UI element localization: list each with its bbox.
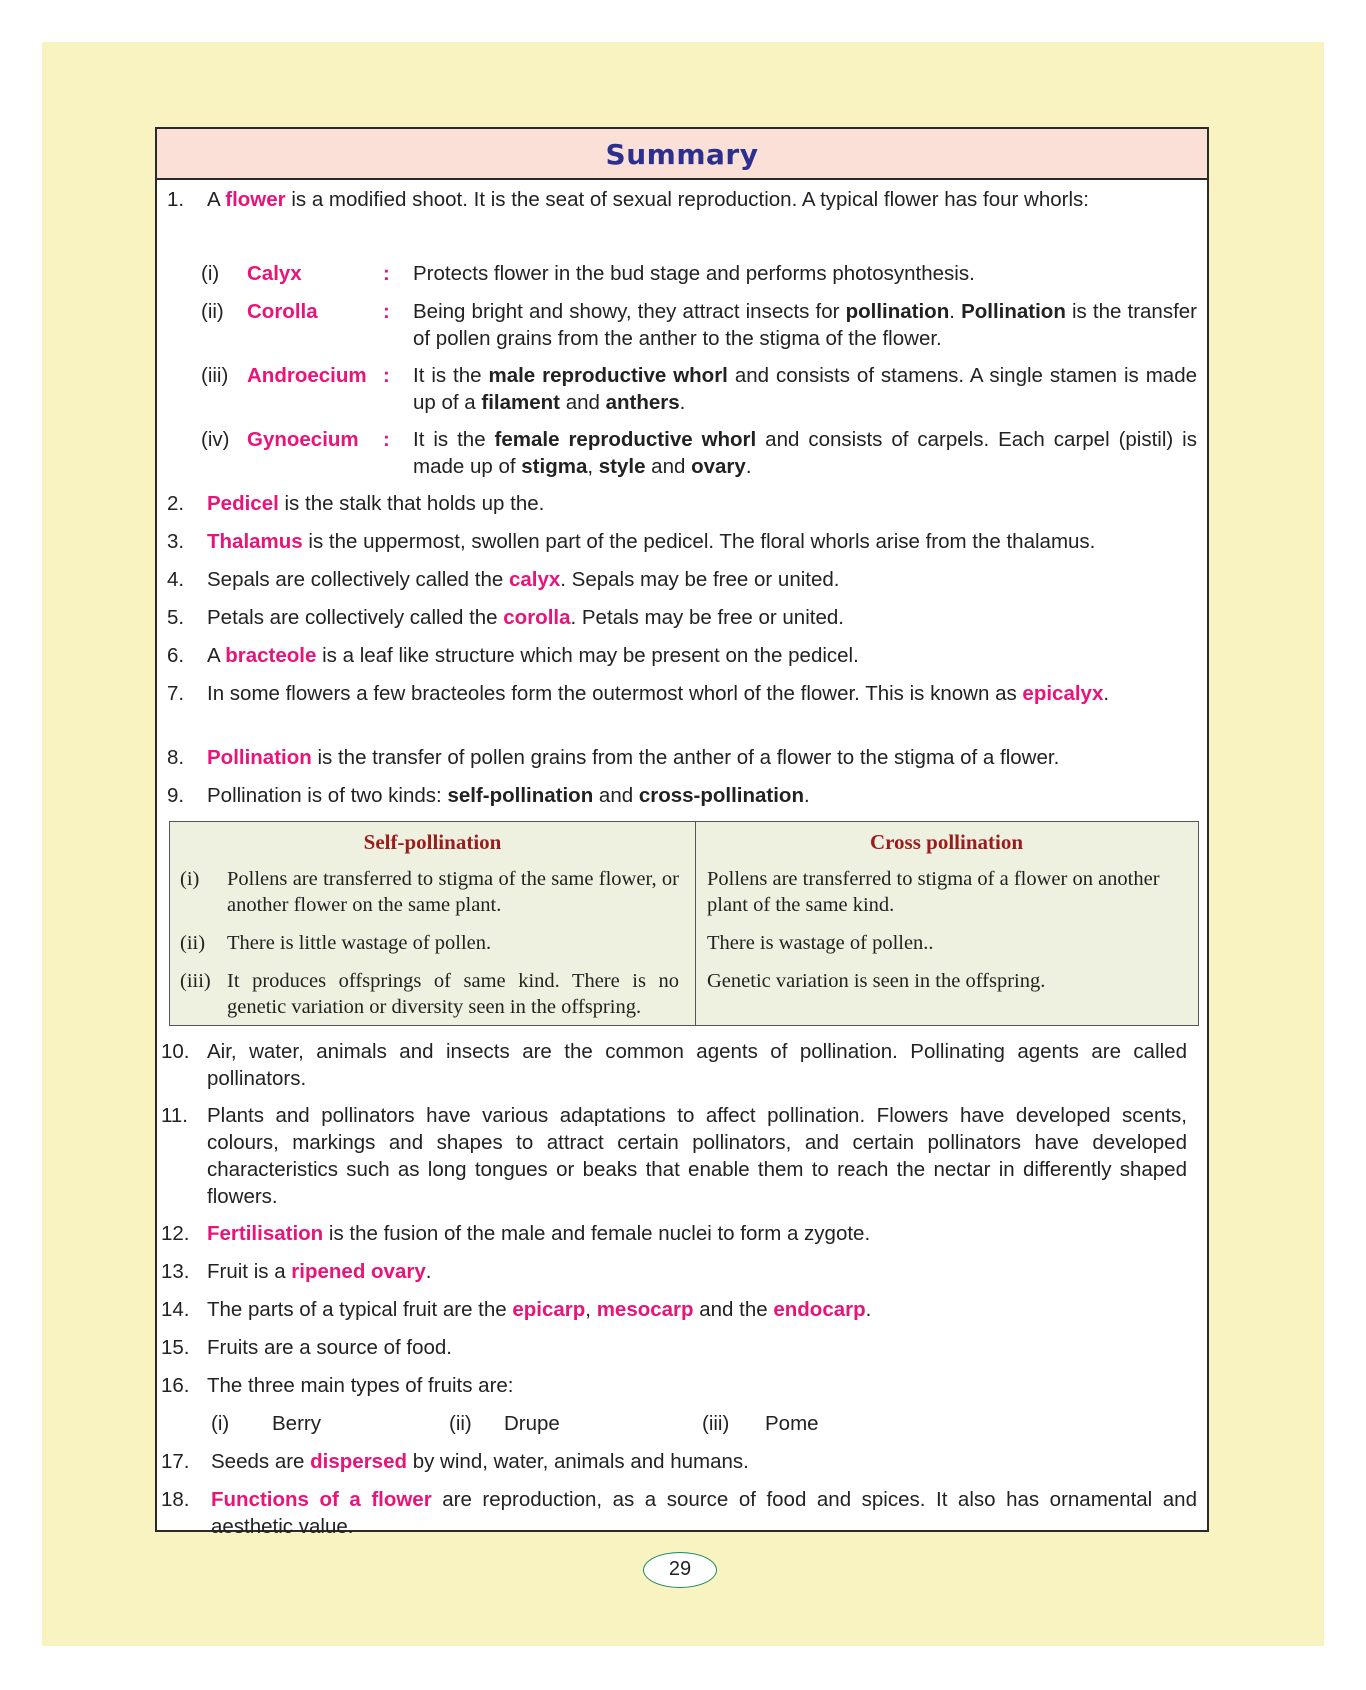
summary-box: Summary 1. A flower is a modified shoot. It is the seat of sexual reproduction. A typical flower has four whorls: (i) Calyx : Protects flower in the bud stage and performs photosynthesis. (ii) Corolla : Being bright and showy, they attract insects for pollination. Pollination is the transfer of pollen grains from the anther to the stigma of the flower. (iii) Androecium : It is the male reproductive whorl and consists of stamens. A single stamen is made up of a filament and anthers. (iv) Gynoecium : It is the female reproductive whorl and consists of carpels. Each carpel (pistil) is made up of stigma, style and ovary. 2. Pedicel is the stalk that holds up the. 3. Thalamus is the uppermost, swollen part of the pedicel. The floral whorls arise from the thalamus. 4. Sepals are collectively called the calyx. Sepals may be free or united. 5. Petals are collectively called the corolla. Petals may be free or united. 6. A bracteole is a leaf like structure which may be present on the pedicel. 7. In some flowers a few bracteoles form the outermost whorl of the flower. This is known as epicalyx. 8. Pollination is the transfer of pollen grains from the anther of a flower to the stigma of a flower. 9. Pollination is of two kinds: self-pollination and cross-pollination. Self-pollination (i) Pollens are transferred to stigma of the same flower, or another flower on the same plant. (ii) There is little wastage of pollen. (iii) It produces offsprings of same kind. There is no genetic variation or diversity seen in the offspring. Cross pollination Pollens are transferred to stigma of a flower on another plant of the same kind. There is wastage of pollen.. Genetic variation is seen in the offspring. 10. Air, water, animals and insects are the common agents of pollination. Pollinating agents are called pollinators. 11. Plants and pollinators have various adaptations to affect pollination. Flowers have developed scents, colours, markings and shapes to attract certain pollinators, and certain pollinators have developed characteristics such as long tongues or beaks that enable them to reach the nectar in differently shaped flowers. 12. Fertilisation is the fusion of the male and female nuclei to form a zygote. 13. Fruit is a ripened ovary. 14. The parts of a typical fruit are the epicarp, mesocarp and the endocarp. 15. Fruits are a source of food. 16. The three main types of fruits are: (i) Berry (ii) Drupe (iii) Pome 17. Seeds are dispersed by wind, water, animals and humans. 18. Functions of a flower are reproduction, as a source of food and spices. It also has ornamental and aesthetic value. <box>155 127 1209 1532</box>
fruit-type-name: Pome <box>765 1412 819 1435</box>
fruit-type-num: (iii) <box>702 1412 730 1435</box>
fruit-type-name: Drupe <box>504 1412 560 1435</box>
keyword: flower <box>225 188 286 211</box>
table-header: Cross pollination <box>869 830 1024 854</box>
fruit-type-num: (i) <box>211 1412 230 1435</box>
fruit-type-num: (ii) <box>449 1412 472 1435</box>
self-pollination-column: Self-pollination (i) Pollens are transferred to stigma of the same flower, or another flower on the same plant. (ii) There is little wastage of pollen. (iii) It produces offsprings of same kind. There is no genetic variation or diversity seen in the offspring. <box>170 822 696 1025</box>
summary-title: Summary <box>157 129 1207 180</box>
page-number: 29 <box>643 1552 717 1588</box>
fruit-type-name: Berry <box>272 1412 321 1435</box>
table-header: Self-pollination <box>363 830 502 854</box>
pollination-table <box>169 821 1199 1026</box>
cross-pollination-column: Cross pollination Pollens are transferred to stigma of a flower on another plant of the same kind. There is wastage of pollen.. Genetic variation is seen in the offspring. <box>695 822 1198 1025</box>
